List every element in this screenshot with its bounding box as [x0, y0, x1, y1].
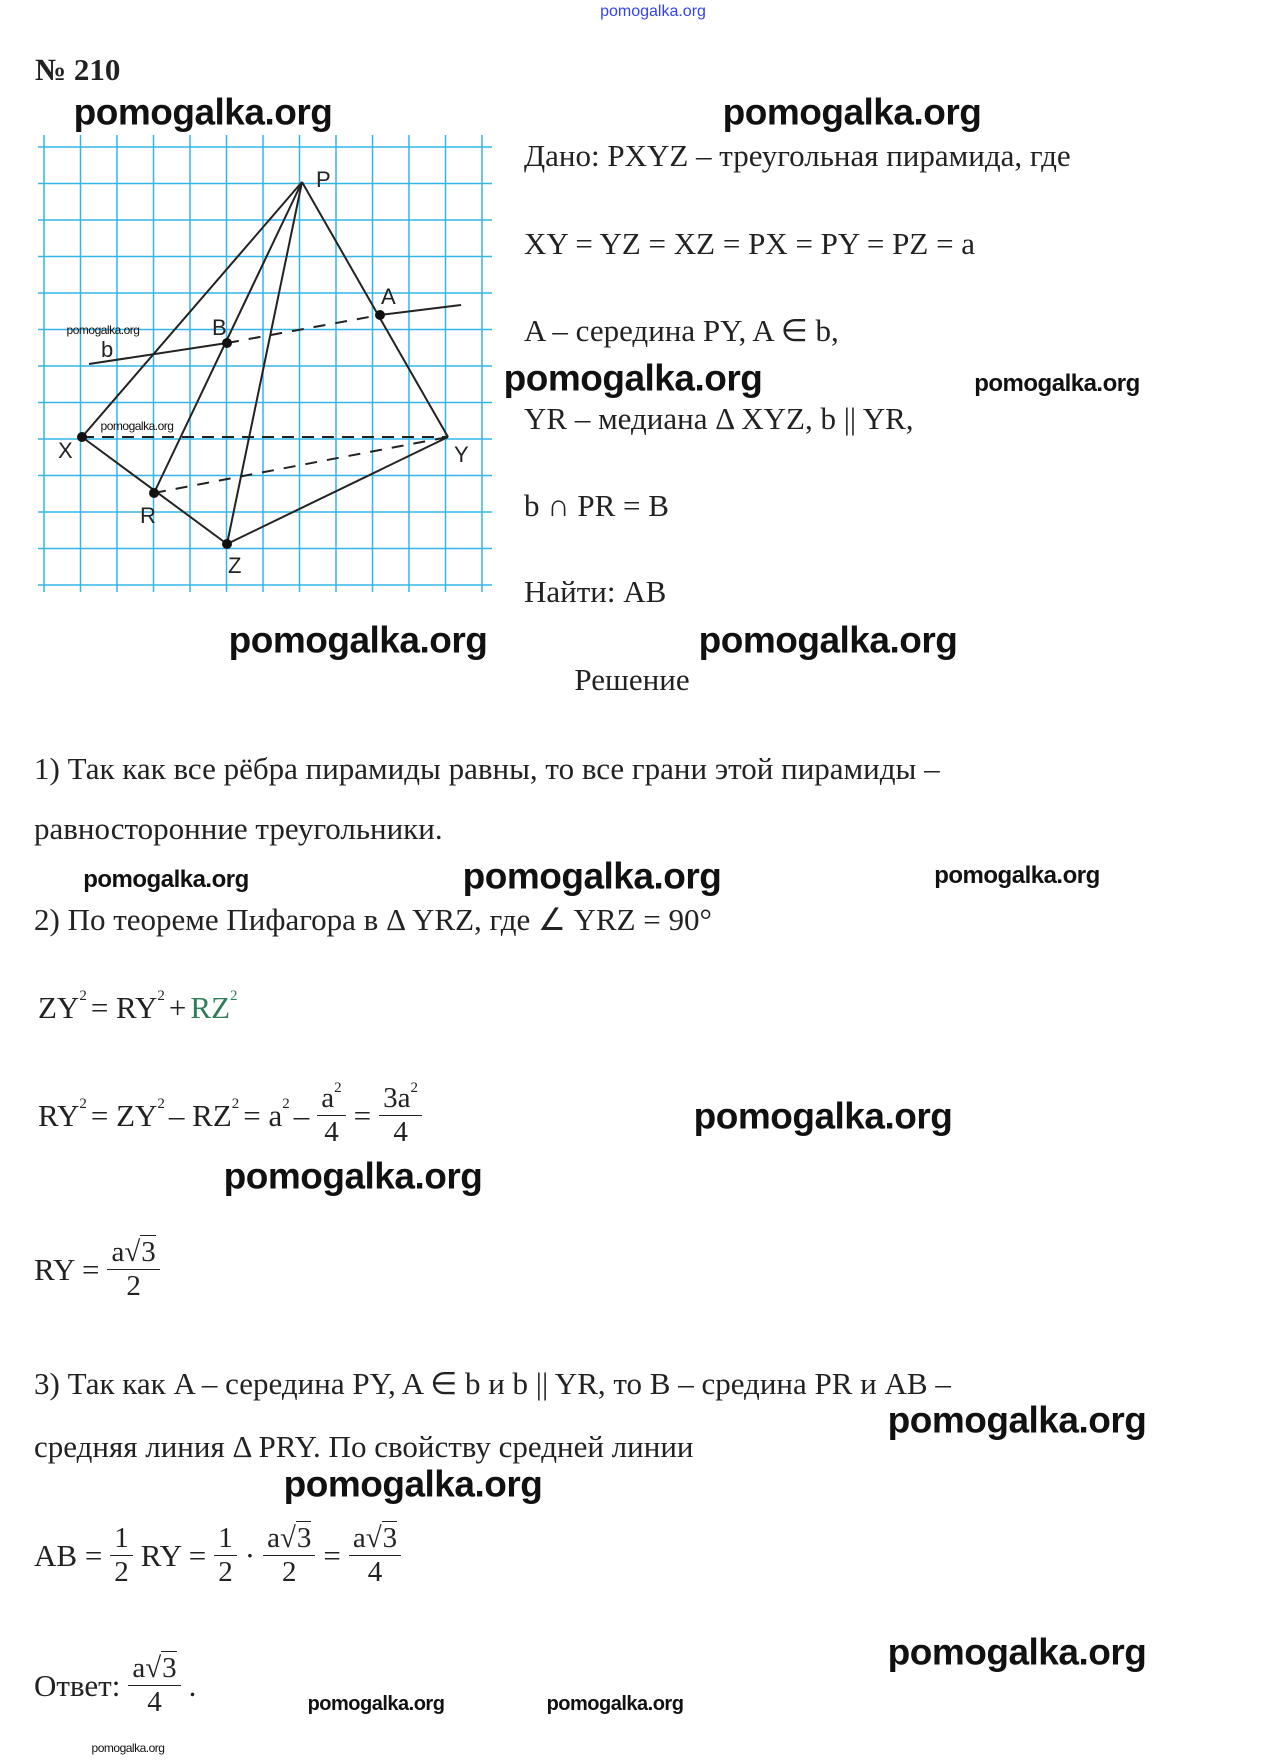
given-line: A – середина PY, A ∈ b,: [524, 313, 839, 348]
watermark: pomogalka.org: [887, 1631, 1147, 1673]
answer: [34, 1652, 196, 1720]
fraction: [379, 1082, 422, 1150]
watermark: pomogalka.org: [887, 1399, 1147, 1441]
denominator: 2: [114, 1556, 129, 1589]
numerator: a√3: [349, 1522, 401, 1556]
watermark: pomogalka.org: [546, 1693, 684, 1715]
eq-term: [91, 990, 165, 1026]
step1-line: 1) Так как все рёбра пирамиды равны, то все грани этой пирамиды –: [34, 751, 940, 786]
numerator: $a^2$: [317, 1082, 345, 1116]
step3-line: средняя линия Δ PRY. По свойству средней линии: [34, 1429, 694, 1464]
equation-pythagoras: [38, 990, 238, 1026]
fraction: [107, 1236, 159, 1304]
label-a: A: [381, 284, 396, 309]
eq-op: =: [353, 1097, 372, 1133]
answer-end: .: [188, 1667, 197, 1703]
equation-ry: [34, 1236, 164, 1304]
watermark: pomogalka.org: [722, 91, 982, 133]
exponent: 2: [79, 988, 87, 1004]
watermark: pomogalka.org: [974, 370, 1140, 397]
denominator: 4: [367, 1556, 383, 1589]
exponent: 2: [157, 1095, 165, 1112]
segment-pr: [154, 182, 302, 493]
top-site-link[interactable]: pomogalka.org: [600, 3, 706, 20]
eq-term: [38, 990, 87, 1026]
watermark: pomogalka.org: [503, 357, 763, 399]
eq-term: [38, 1095, 87, 1134]
eq-text: = a: [243, 1097, 283, 1133]
watermark: pomogalka.org: [693, 1095, 953, 1137]
watermark: pomogalka.org: [307, 1693, 445, 1715]
answer-label: Ответ:: [34, 1667, 121, 1703]
watermark: pomogalka.org: [698, 619, 958, 661]
denominator: 2: [126, 1270, 141, 1303]
exponent: 2: [79, 1095, 87, 1112]
fraction: [317, 1082, 345, 1150]
eq-op: ·: [244, 1537, 256, 1573]
eq-term: [243, 1095, 290, 1134]
fraction: [110, 1522, 133, 1590]
given-line: XY = YZ = XZ = PX = PY = PZ = a: [524, 226, 976, 261]
eq-term: [90, 1095, 165, 1134]
watermark: pomogalka.org: [73, 91, 333, 133]
watermark: pomogalka.org: [100, 419, 174, 433]
exponent: 2: [231, 1095, 240, 1112]
denominator: 2: [281, 1556, 297, 1589]
point-r: [149, 488, 159, 498]
numerator: 1: [110, 1522, 133, 1556]
eq-text: = RY: [90, 990, 158, 1025]
point-z: [222, 539, 232, 549]
edge-zy: [227, 437, 448, 544]
denominator: 4: [393, 1116, 408, 1149]
watermark: pomogalka.org: [934, 862, 1100, 889]
label-z: Z: [228, 553, 242, 578]
given-line: YR – медиана Δ XYZ, b || YR,: [524, 401, 914, 436]
eq-term: [190, 990, 237, 1026]
exponent: 2: [282, 1095, 290, 1112]
equation-ab: [34, 1522, 405, 1590]
watermark: pomogalka.org: [91, 1741, 165, 1755]
exponent: 2: [157, 988, 165, 1004]
label-r: R: [140, 503, 156, 528]
fraction: [214, 1522, 237, 1590]
fraction: [349, 1522, 401, 1590]
denominator: 4: [324, 1116, 339, 1149]
watermark: pomogalka.org: [66, 323, 140, 337]
exponent: 2: [230, 988, 238, 1004]
edge-pz: [227, 182, 302, 544]
watermark: pomogalka.org: [283, 1463, 543, 1505]
fraction: [263, 1522, 315, 1590]
eq-op: =: [323, 1537, 341, 1573]
label-y: Y: [454, 442, 469, 467]
denominator: 2: [218, 1556, 233, 1589]
watermark: pomogalka.org: [462, 855, 722, 897]
pyramid-edges: [82, 182, 461, 544]
step3-line: 3) Так как A – середина PY, A ∈ b и b || YR, то B – средина PR и AB –: [34, 1366, 951, 1401]
eq-term: [168, 1095, 240, 1134]
point-x: [77, 432, 87, 442]
solution-title: Решение: [574, 662, 690, 697]
point-a: [375, 310, 385, 320]
watermark: pomogalka.org: [228, 619, 488, 661]
problem-number: № 210: [35, 52, 121, 87]
step1-line: равносторонние треугольники.: [34, 811, 443, 846]
numerator: a√3: [107, 1236, 159, 1270]
watermark: pomogalka.org: [223, 1155, 483, 1197]
given-line: Дано: PXYZ – треугольная пирамида, где: [524, 138, 1071, 173]
numerator: a√3: [263, 1522, 315, 1556]
eq-text: = ZY: [90, 1097, 158, 1133]
label-line-b: b: [101, 337, 114, 362]
label-p: P: [316, 167, 331, 192]
eq-text: ZY: [38, 990, 80, 1025]
step2-text: 2) По теореме Пифагора в Δ YRZ, где ∠ YRZ = 90°: [34, 902, 712, 937]
label-b: B: [212, 315, 227, 340]
given-line: b ∩ PR = B: [524, 488, 669, 523]
find-line: Найти: AB: [524, 574, 667, 609]
eq-op: +: [168, 990, 187, 1025]
median-ry-dashed: [154, 437, 448, 493]
fraction: [128, 1652, 180, 1720]
numerator: 1: [214, 1522, 237, 1556]
label-x: X: [58, 438, 73, 463]
eq-op: –: [293, 1097, 310, 1133]
numerator: $3a^2$: [379, 1082, 422, 1116]
watermark: pomogalka.org: [83, 866, 249, 893]
equation-ry-squared: [38, 1082, 426, 1150]
numerator: a√3: [128, 1652, 180, 1686]
eq-text: AB =: [34, 1537, 103, 1573]
eq-text: RY =: [140, 1537, 207, 1573]
eq-text: RZ: [190, 990, 231, 1025]
eq-text: RY =: [34, 1251, 100, 1287]
eq-text: – RZ: [168, 1097, 232, 1133]
denominator: 4: [147, 1686, 162, 1719]
eq-text: RY: [38, 1097, 80, 1133]
